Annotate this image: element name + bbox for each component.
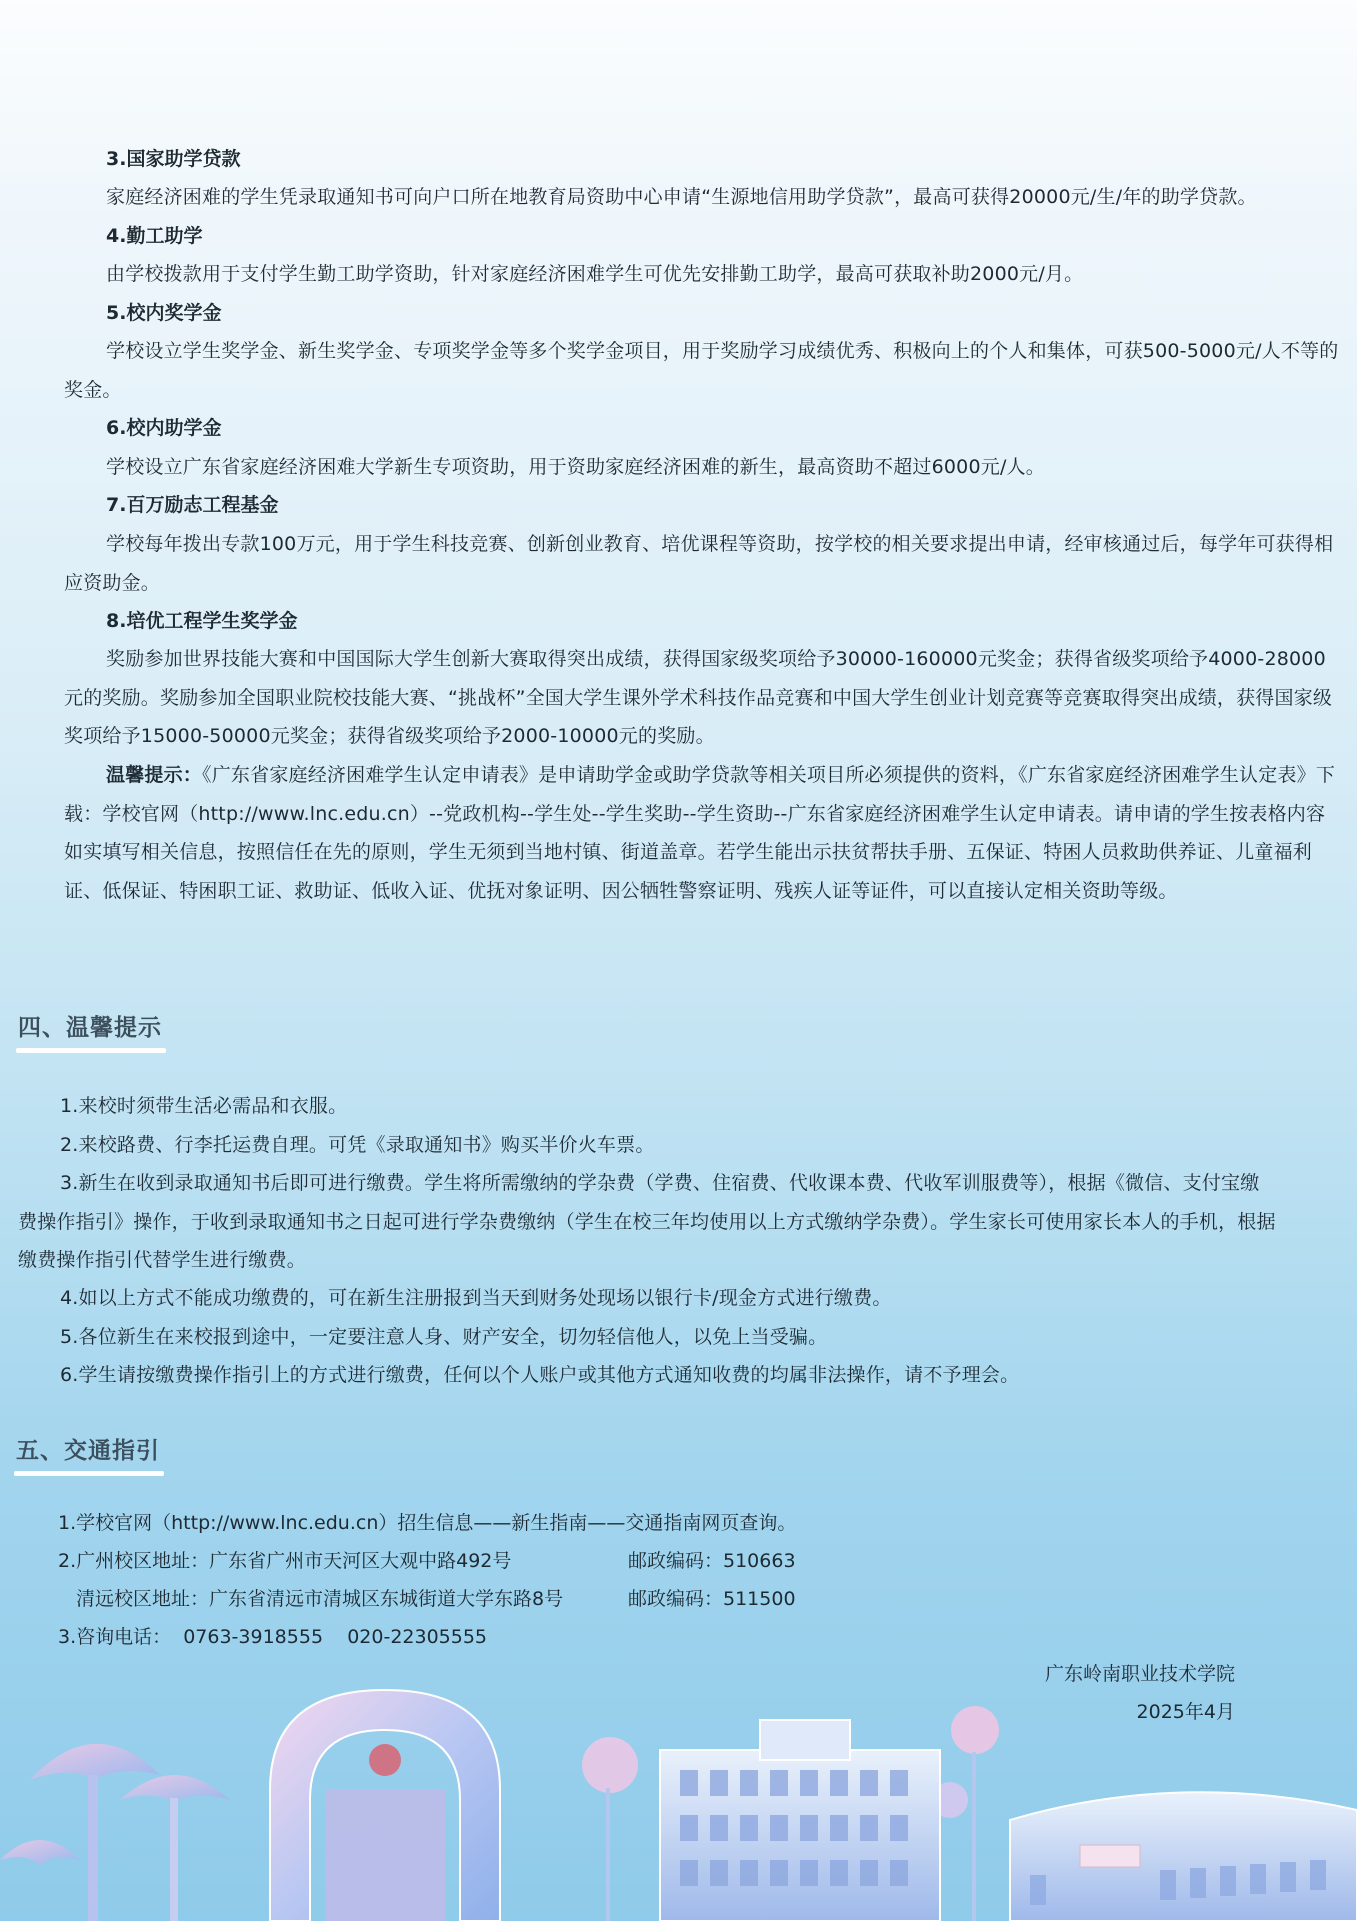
aid-text-8: 奖励参加世界技能大赛和中国国际大学生创新大赛取得突出成绩，获得国家级奖项给予30000-160000元奖金；获得省级奖项给予4000-28000元的奖励。奖励参加全国职业院校技能大赛、“挑战杯”全国大学生课外学术科技作品竞赛和中国大学生创业计划竞赛等竞赛取得突出成绩，获得国家级奖项给予15000-50000元奖金；获得省级奖项给予2000-10000元的奖励。: [64, 648, 1333, 747]
aid-text-4: 由学校拨款用于支付学生勤工助学资助，针对家庭经济困难学生可优先安排勤工助学，最高可获取补助2000元/月。: [106, 263, 1084, 285]
aid-heading-8: 8.培优工程学生奖学金: [106, 610, 298, 632]
aid-text-7: 学校每年拨出专款100万元，用于学生科技竞赛、创新创业教育、培优课程等资助，按学校的相关要求提出申请，经审核通过后，每学年可获得相应资助金。: [64, 533, 1334, 594]
building-center: [660, 1720, 940, 1921]
transport-website: 1.学校官网（http://www.lnc.edu.cn）招生信息——新生指南——交通指南网页查询。: [58, 1512, 797, 1534]
contact-phone: 3.咨询电话： 0763-3918555 020-22305555: [58, 1626, 488, 1648]
aid-heading-5: 5.校内奖学金: [106, 302, 222, 324]
guangzhou-address: 2.广州校区地址：广东省广州市天河区大观中路492号: [58, 1550, 512, 1572]
tip-item-3: 3.新生在收到录取通知书后即可进行缴费。学生将所需缴纳的学杂费（学费、住宿费、代收课本费、代收军训服费等），根据《微信、支付宝缴费操作指引》操作，于收到录取通知书之日起可进行学杂费缴纳（学生在校三年均使用以上方式缴纳学杂费）。学生家长可使用家长本人的手机，根据缴费操作指引代替学生进行缴费。: [18, 1172, 1276, 1271]
tip-item-4: 4.如以上方式不能成功缴费的，可在新生注册报到当天到财务处现场以银行卡/现金方式进行缴费。: [60, 1287, 892, 1309]
tip-item-2: 2.来校路费、行李托运费自理。可凭《录取通知书》购买半价火车票。: [60, 1134, 655, 1156]
aid-heading-6: 6.校内助学金: [106, 417, 222, 439]
aid-text-6: 学校设立广东省家庭经济困难大学新生专项资助，用于资助家庭经济困难的新生，最高资助不超过6000元/人。: [106, 456, 1045, 478]
section-4-underline: [16, 1048, 166, 1053]
qingyuan-postcode: 邮政编码：511500: [628, 1588, 796, 1610]
aid-heading-7: 7.百万励志工程基金: [106, 494, 279, 516]
campus-illustration: [0, 1670, 1357, 1921]
signature-org: 广东岭南职业技术学院: [1044, 1663, 1235, 1685]
warm-tip-text: 《广东省家庭经济困难学生认定申请表》是申请助学金或助学贷款等相关项目所必须提供的资料，《广东省家庭经济困难学生认定表》下载：学校官网（http://www.lnc.edu.cn）--党政机构--学生处--学生奖助--学生资助--广东省家庭经济困难学生认定申请表。请申请的学生按表格内容如实填写相关信息，按照信任在先的原则，学生无须到当地村镇、街道盖章。若学生能出示扶贫帮扶手册、五保证、特困人员救助供养证、儿童福利证、低保证、特困职工证、救助证、低收入证、优抚对象证明、因公牺牲警察证明、残疾人证等证件，可以直接认定相关资助等级。: [64, 764, 1336, 902]
tip-item-6: 6.学生请按缴费操作指引上的方式进行缴费，任何以个人账户或其他方式通知收费的均属非法操作，请不予理会。: [60, 1364, 1020, 1386]
aid-text-5: 学校设立学生奖学金、新生奖学金、专项奖学金等多个奖学金项目，用于奖励学习成绩优秀、积极向上的个人和集体，可获500-5000元/人不等的奖金。: [64, 340, 1339, 401]
aid-text-3: 家庭经济困难的学生凭录取通知书可向户口所在地教育局资助中心申请“生源地信用助学贷款”，最高可获得20000元/生/年的助学贷款。: [106, 186, 1257, 208]
aid-heading-4: 4.勤工助学: [106, 225, 203, 247]
school-emblem-icon: [369, 1744, 401, 1776]
section-5-title: 五、交通指引: [16, 1438, 160, 1464]
warm-tip-label: 温馨提示：: [106, 764, 203, 786]
tip-item-1: 1.来校时须带生活必需品和衣服。: [60, 1095, 348, 1117]
building-right: [1010, 1792, 1357, 1921]
aid-heading-3: 3.国家助学贷款: [106, 148, 241, 170]
arch-gate: [270, 1690, 500, 1921]
tree-left: [0, 1744, 230, 1921]
warm-tip-paragraph: [64, 756, 1339, 910]
section-4-title: 四、温馨提示: [18, 1015, 162, 1041]
section-5-underline: [14, 1471, 164, 1476]
guangzhou-postcode: 邮政编码：510663: [628, 1550, 796, 1572]
tip-item-5: 5.各位新生在来校报到途中，一定要注意人身、财产安全，切勿轻信他人，以免上当受骗。: [60, 1326, 828, 1348]
qingyuan-address: 清远校区地址：广东省清远市清城区东城街道大学东路8号: [76, 1588, 564, 1610]
signature-date: 2025年4月: [1136, 1701, 1235, 1723]
